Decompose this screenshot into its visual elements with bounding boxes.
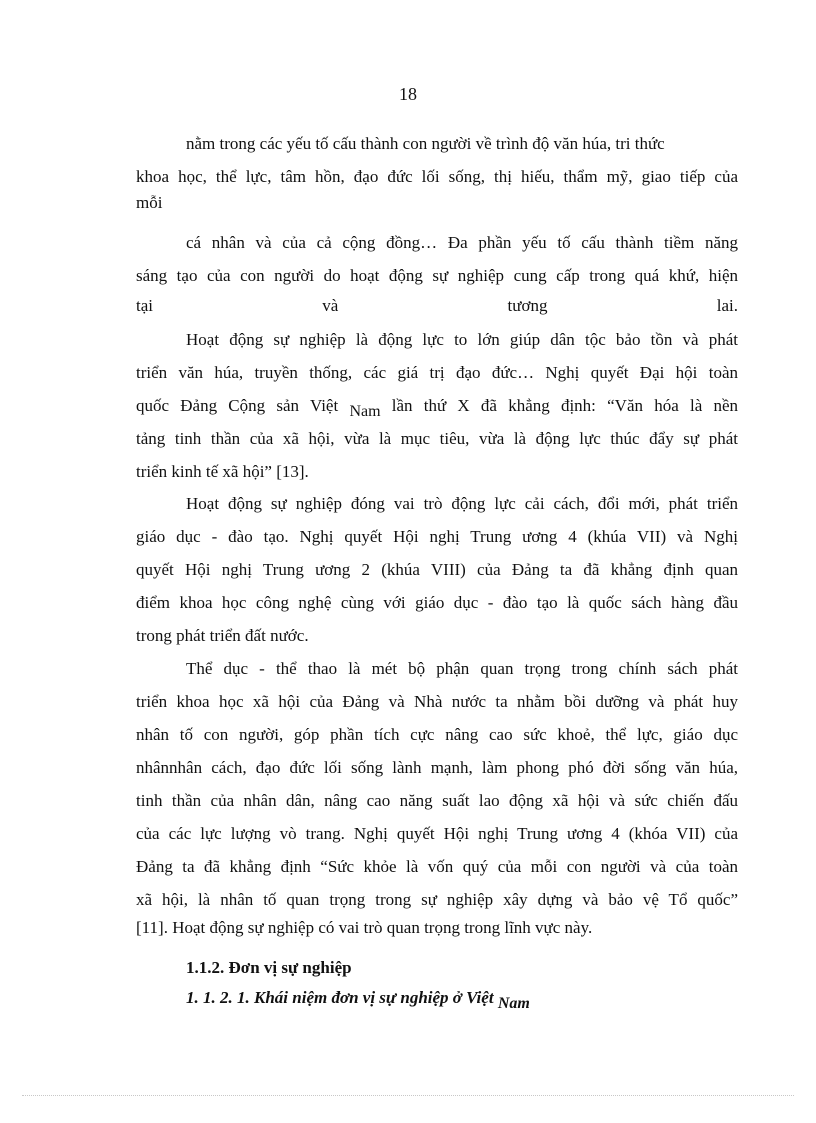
text-segment: lần thứ X đã khẳng định: “Văn hóa là nền (391, 396, 739, 415)
text-line: quyết Hội nghị Trung ương 2 (khúa VIII) của Đảng ta đã khẳng định quan (136, 560, 738, 579)
text-line: cá nhân và của cả cộng đồng… Đa phần yếu tố cấu thành tiềm năng (186, 233, 738, 252)
text-segment: quốc Đảng Cộng sản Việt (136, 396, 339, 415)
text-line: triển khoa học xã hội của Đảng và Nhà nước ta nhằm bồi dưỡng và phát huy (136, 692, 738, 711)
text-line: Hoạt động sự nghiệp đóng vai trò động lực cải cách, đổi mới, phát triển (186, 494, 738, 513)
text-line: tinh thần của nhân dân, nâng cao năng suất lao động xã hội và sức chiến đấu (136, 791, 738, 810)
text-line: của các lực lượng vò trang. Nghị quyết Hội nghị Trung ương 4 (khóa VII) của (136, 824, 738, 843)
text-line: Đảng ta đã khẳng định “Sức khỏe là vốn quý của mỗi con người và của toàn (136, 857, 738, 876)
text-line: mỗi (136, 193, 163, 212)
text-line: nhân tố con người, góp phần tích cực nâng cao sức khoẻ, thể lực, giáo dục (136, 725, 738, 744)
text-line: tại và tương lai. (136, 296, 738, 315)
page-bottom-divider (22, 1095, 794, 1096)
subsection-heading-text: 1. 1. 2. 1. Khái niệm đơn vị sự nghiệp ở Việt (186, 988, 494, 1007)
text-line: giáo dục - đào tạo. Nghị quyết Hội nghị Trung ương 4 (khúa VII) và Nghị (136, 527, 738, 546)
text-line: nằm trong các yếu tố cấu thành con người về trình độ văn húa, tri thức (186, 134, 665, 153)
text-line: sáng tạo của con người do hoạt động sự nghiệp cung cấp trong quá khứ, hiện (136, 266, 738, 285)
text-line: Thể dục - thể thao là mét bộ phận quan trọng trong chính sách phát (186, 659, 738, 678)
text-line: Hoạt động sự nghiệp là động lực to lớn giúp dân tộc bảo tồn và phát (186, 330, 738, 349)
text-line: trong phát triển đất nước. (136, 626, 309, 645)
text-line: nhânnhân cách, đạo đức lối sống lành mạnh, làm phong phó đời sống văn húa, (136, 758, 738, 777)
text-line: khoa học, thể lực, tâm hồn, đạo đức lối sống, thị hiếu, thẩm mỹ, giao tiếp của (136, 167, 738, 186)
text-line: triển văn húa, truyền thống, các giá trị đạo đức… Nghị quyết Đại hội toàn (136, 363, 738, 382)
text-line: [11]. Hoạt động sự nghiệp có vai trò quan trọng trong lĩnh vực này. (136, 918, 593, 937)
text-segment-nam: Nam (349, 403, 381, 420)
text-line: điểm khoa học công nghệ cùng với giáo dục - đào tạo là quốc sách hàng đầu (136, 593, 738, 612)
subsection-heading-tail: Nam (497, 995, 530, 1012)
text-line: xã hội, là nhân tố quan trọng trong sự nghiệp xây dựng và bảo vệ Tổ quốc” (136, 890, 738, 909)
section-heading: 1.1.2. Đơn vị sự nghiệp (186, 958, 352, 977)
text-line: triển kinh tế xã hội” [13]. (136, 462, 309, 481)
text-line: tảng tinh thần của xã hội, vừa là mục tiêu, vừa là động lực thúc đẩy sự phát (136, 429, 738, 448)
text-line (136, 392, 738, 420)
page-number: 18 (399, 84, 417, 104)
subsection-heading (186, 984, 738, 1012)
